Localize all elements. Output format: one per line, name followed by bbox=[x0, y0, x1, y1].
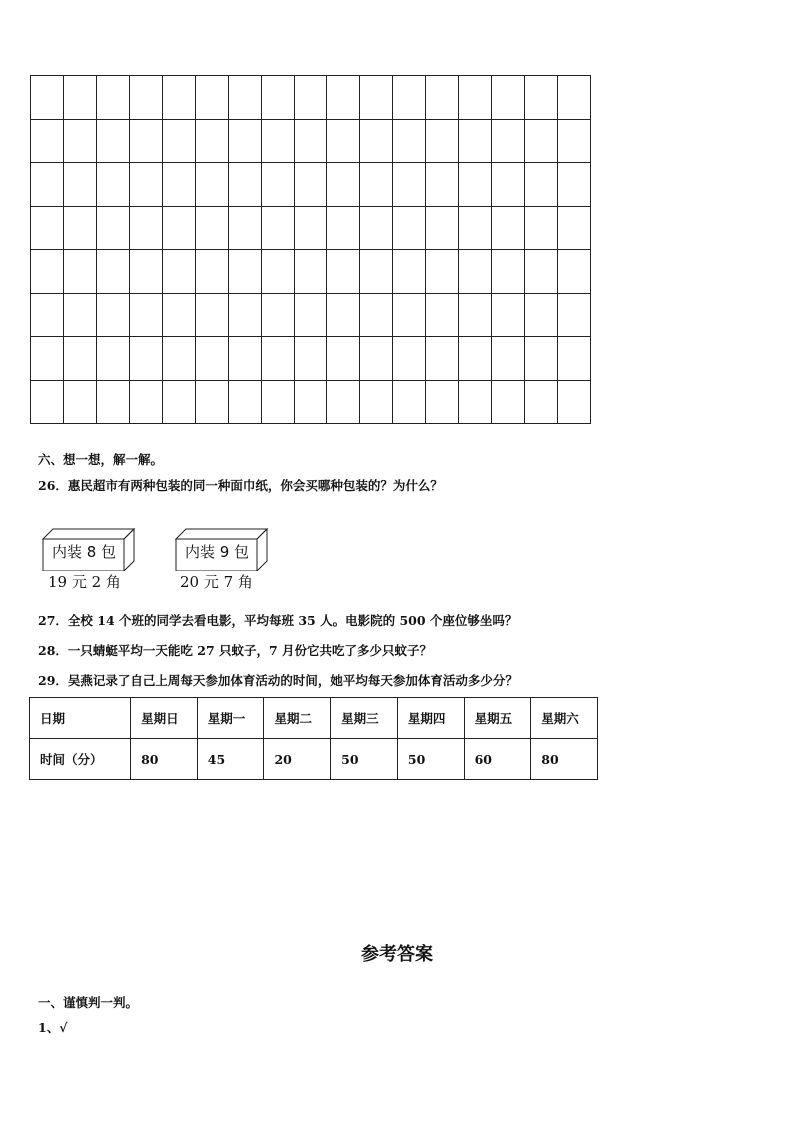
grid-cell bbox=[492, 294, 525, 338]
grid-cell bbox=[426, 76, 459, 120]
grid-cell bbox=[525, 294, 558, 338]
grid-cell bbox=[492, 163, 525, 207]
grid-cell bbox=[196, 163, 229, 207]
grid-cell bbox=[130, 337, 163, 381]
grid-cell bbox=[262, 250, 295, 294]
grid-cell bbox=[31, 163, 64, 207]
grid-cell bbox=[525, 381, 558, 425]
grid-cell bbox=[130, 250, 163, 294]
package-2-price: 20 元 7 角 bbox=[180, 573, 253, 591]
grid-cell bbox=[492, 381, 525, 425]
grid-cell bbox=[163, 250, 196, 294]
section-6-heading: 六、想一想，解一解。 bbox=[38, 452, 164, 467]
table-cell: 星期三 bbox=[331, 698, 398, 739]
grid-cell bbox=[229, 294, 262, 338]
grid-cell bbox=[459, 381, 492, 425]
grid-cell bbox=[327, 250, 360, 294]
grid-cell bbox=[31, 76, 64, 120]
grid-cell bbox=[196, 250, 229, 294]
question-29: 29．吴燕记录了自己上周每天参加体育活动的时间，她平均每天参加体育活动多少分？ bbox=[38, 673, 518, 688]
grid-cell bbox=[97, 337, 130, 381]
grid-cell bbox=[130, 76, 163, 120]
grid-cell bbox=[558, 76, 591, 120]
grid-cell bbox=[295, 337, 328, 381]
grid-cell bbox=[31, 337, 64, 381]
grid-cell bbox=[393, 250, 426, 294]
grid-cell bbox=[459, 337, 492, 381]
grid-cell bbox=[130, 207, 163, 251]
grid-cell bbox=[31, 381, 64, 425]
grid-cell bbox=[459, 120, 492, 164]
grid-cell bbox=[262, 76, 295, 120]
grid-cell bbox=[360, 381, 393, 425]
table-cell: 星期四 bbox=[397, 698, 464, 739]
grid-cell bbox=[31, 207, 64, 251]
grid-cell bbox=[327, 163, 360, 207]
grid-cell bbox=[229, 76, 262, 120]
grid-cell bbox=[525, 120, 558, 164]
grid-cell bbox=[525, 337, 558, 381]
grid-cell bbox=[492, 76, 525, 120]
grid-cell bbox=[360, 294, 393, 338]
grid-cell bbox=[459, 76, 492, 120]
grid-cell bbox=[163, 163, 196, 207]
grid-cell bbox=[525, 163, 558, 207]
grid-cell bbox=[327, 337, 360, 381]
grid-cell bbox=[393, 381, 426, 425]
grid-cell bbox=[64, 120, 97, 164]
grid-cell bbox=[295, 381, 328, 425]
grid-cell bbox=[163, 207, 196, 251]
table-header-row bbox=[30, 698, 598, 739]
table-cell: 45 bbox=[197, 739, 264, 780]
grid-cell bbox=[393, 207, 426, 251]
grid-cell bbox=[393, 120, 426, 164]
question-26: 26．惠民超市有两种包装的同一种面巾纸，你会买哪种包装的？为什么？ bbox=[38, 478, 443, 493]
answer-section-1: 一、谨慎判一判。 bbox=[38, 995, 139, 1010]
grid-cell bbox=[558, 337, 591, 381]
grid-cell bbox=[558, 163, 591, 207]
grid-cell bbox=[97, 381, 130, 425]
grid-cell bbox=[64, 207, 97, 251]
grid-cell bbox=[327, 294, 360, 338]
table-cell: 星期日 bbox=[131, 698, 198, 739]
grid-cell bbox=[295, 207, 328, 251]
table-cell: 时间（分） bbox=[30, 739, 131, 780]
question-28: 28．一只蜻蜓平均一天能吃 27 只蚊子，7 月份它共吃了多少只蚊子？ bbox=[38, 643, 433, 658]
grid-cell bbox=[130, 381, 163, 425]
grid-cell bbox=[295, 250, 328, 294]
grid-cell bbox=[360, 207, 393, 251]
grid-cell bbox=[492, 337, 525, 381]
grid-cell bbox=[97, 120, 130, 164]
grid-cell bbox=[459, 250, 492, 294]
package-1-price: 19 元 2 角 bbox=[48, 573, 121, 591]
table-cell: 80 bbox=[131, 739, 198, 780]
grid-cell bbox=[393, 337, 426, 381]
table-cell: 星期五 bbox=[464, 698, 531, 739]
grid-cell bbox=[360, 163, 393, 207]
package-box-1 bbox=[39, 525, 129, 567]
grid-cell bbox=[262, 381, 295, 425]
grid-cell bbox=[64, 294, 97, 338]
package-1-label: 内装 8 包 bbox=[51, 543, 117, 561]
grid-cell bbox=[360, 120, 393, 164]
grid-cell bbox=[97, 76, 130, 120]
grid-cell bbox=[31, 250, 64, 294]
grid-cell bbox=[459, 294, 492, 338]
table-cell: 50 bbox=[331, 739, 398, 780]
grid-cell bbox=[459, 207, 492, 251]
table-cell: 50 bbox=[397, 739, 464, 780]
table-cell: 星期六 bbox=[531, 698, 598, 739]
grid-cell bbox=[130, 120, 163, 164]
grid-cell bbox=[360, 250, 393, 294]
package-2-label: 内装 9 包 bbox=[184, 543, 250, 561]
grid-cell bbox=[64, 250, 97, 294]
grid-cell bbox=[393, 163, 426, 207]
grid-cell bbox=[196, 294, 229, 338]
grid-cell bbox=[426, 250, 459, 294]
grid-cell bbox=[393, 294, 426, 338]
table-cell: 日期 bbox=[30, 698, 131, 739]
grid-cell bbox=[229, 207, 262, 251]
grid-cell bbox=[262, 163, 295, 207]
grid-cell bbox=[426, 207, 459, 251]
grid-cell bbox=[97, 294, 130, 338]
grid-cell bbox=[196, 207, 229, 251]
grid-cell bbox=[492, 120, 525, 164]
grid-cell bbox=[295, 120, 328, 164]
grid-cell bbox=[262, 294, 295, 338]
grid-cell bbox=[558, 294, 591, 338]
grid-cell bbox=[229, 381, 262, 425]
table-row bbox=[30, 739, 598, 780]
grid-cell bbox=[163, 294, 196, 338]
grid-cell bbox=[163, 337, 196, 381]
writing-grid bbox=[30, 75, 591, 424]
grid-cell bbox=[262, 120, 295, 164]
grid-cell bbox=[459, 163, 492, 207]
question-27: 27．全校 14 个班的同学去看电影，平均每班 35 人。电影院的 500 个座位够坐吗？ bbox=[38, 613, 518, 628]
activity-table bbox=[29, 697, 598, 780]
grid-cell bbox=[31, 120, 64, 164]
grid-cell bbox=[97, 207, 130, 251]
table-cell: 星期一 bbox=[197, 698, 264, 739]
grid-cell bbox=[426, 294, 459, 338]
grid-cell bbox=[426, 163, 459, 207]
grid-cell bbox=[262, 337, 295, 381]
table-cell: 80 bbox=[531, 739, 598, 780]
grid-cell bbox=[31, 294, 64, 338]
grid-cell bbox=[525, 76, 558, 120]
package-box-2 bbox=[172, 525, 262, 567]
grid-cell bbox=[196, 120, 229, 164]
grid-cell bbox=[64, 76, 97, 120]
grid-cell bbox=[163, 120, 196, 164]
grid-cell bbox=[262, 207, 295, 251]
grid-cell bbox=[295, 163, 328, 207]
grid-cell bbox=[558, 120, 591, 164]
grid-cell bbox=[426, 337, 459, 381]
answer-title: 参考答案 bbox=[361, 944, 433, 965]
grid-cell bbox=[97, 163, 130, 207]
grid-cell bbox=[229, 337, 262, 381]
grid-cell bbox=[360, 337, 393, 381]
grid-cell bbox=[295, 76, 328, 120]
grid-cell bbox=[163, 76, 196, 120]
grid-cell bbox=[130, 163, 163, 207]
table-cell: 20 bbox=[264, 739, 331, 780]
grid-cell bbox=[426, 381, 459, 425]
table-cell: 60 bbox=[464, 739, 531, 780]
grid-cell bbox=[327, 120, 360, 164]
grid-cell bbox=[196, 381, 229, 425]
grid-cell bbox=[327, 207, 360, 251]
grid-cell bbox=[229, 163, 262, 207]
grid-cell bbox=[229, 250, 262, 294]
grid-cell bbox=[525, 207, 558, 251]
answer-1: 1、√ bbox=[38, 1020, 68, 1035]
grid-cell bbox=[492, 207, 525, 251]
grid-cell bbox=[327, 76, 360, 120]
grid-cell bbox=[426, 120, 459, 164]
grid-cell bbox=[327, 381, 360, 425]
grid-cell bbox=[130, 294, 163, 338]
grid-cell bbox=[393, 76, 426, 120]
grid-cell bbox=[558, 250, 591, 294]
grid-cell bbox=[64, 381, 97, 425]
table-cell: 星期二 bbox=[264, 698, 331, 739]
grid-cell bbox=[558, 207, 591, 251]
grid-cell bbox=[360, 76, 393, 120]
grid-cell bbox=[558, 381, 591, 425]
grid-cell bbox=[64, 337, 97, 381]
grid-cell bbox=[163, 381, 196, 425]
grid-cell bbox=[196, 337, 229, 381]
grid-cell bbox=[196, 76, 229, 120]
grid-cell bbox=[229, 120, 262, 164]
grid-cell bbox=[97, 250, 130, 294]
grid-cell bbox=[525, 250, 558, 294]
grid-cell bbox=[64, 163, 97, 207]
grid-cell bbox=[492, 250, 525, 294]
grid-cell bbox=[295, 294, 328, 338]
